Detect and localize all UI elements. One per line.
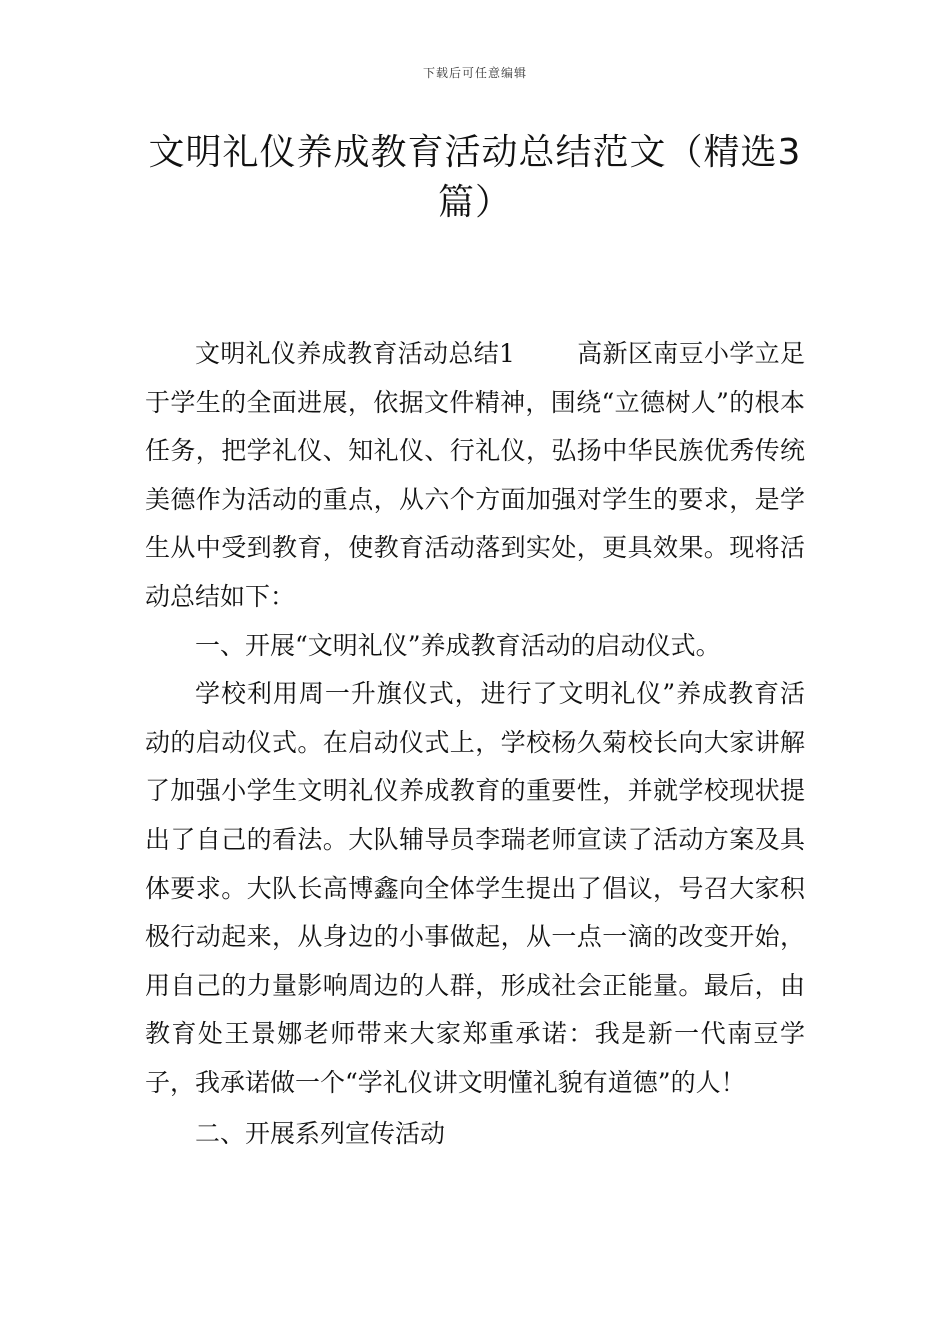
page-header-note: 下载后可任意编辑	[422, 66, 527, 80]
ceremony-paragraph: 学校利用周一升旗仪式，进行了文明礼仪”养成教育活动的启动仪式。在启动仪式上，学校杨久菊校长向大家讲解了加强小学生文明礼仪养成教育的重要性，并就学校现状提出了自己的看法。大队辅导员李瑞老师宣读了活动方案及具体要求。大队长高博鑫向全体学生提出了倡议，号召大家积极行动起来，从身边的小事做起，从一点一滴的改变开始，用自己的力量影响周边的人群，形成社会正能量。最后，由教育处王景娜老师带来大家郑重承诺：我是新一代南豆学子，我承诺做一个“学礼仪讲文明懂礼貌有道德”的人！	[145, 679, 805, 1097]
paragraph-text: 高新区南豆小学立足于学生的全面进展，依据文件精神，围绕“立德树人”的根本任务，把学礼仪、知礼仪、行礼仪，弘扬中华民族优秀传统美德作为活动的重点，从六个方面加强对学生的要求，是学生从中受到教育，使教育活动落到实处，更具效果。现将活动总结如下：	[145, 339, 805, 611]
section-heading-two: 二、开展系列宣传活动	[195, 1118, 446, 1148]
section-heading-one: 一、开展“文明礼仪”养成教育活动的启动仪式。	[195, 630, 721, 660]
document-title: 文明礼仪养成教育活动总结范文（精选3篇）	[148, 132, 802, 223]
section-heading-1: 文明礼仪养成教育活动总结1	[195, 339, 515, 368]
document-body	[145, 330, 805, 1158]
intro-paragraph	[145, 330, 805, 622]
